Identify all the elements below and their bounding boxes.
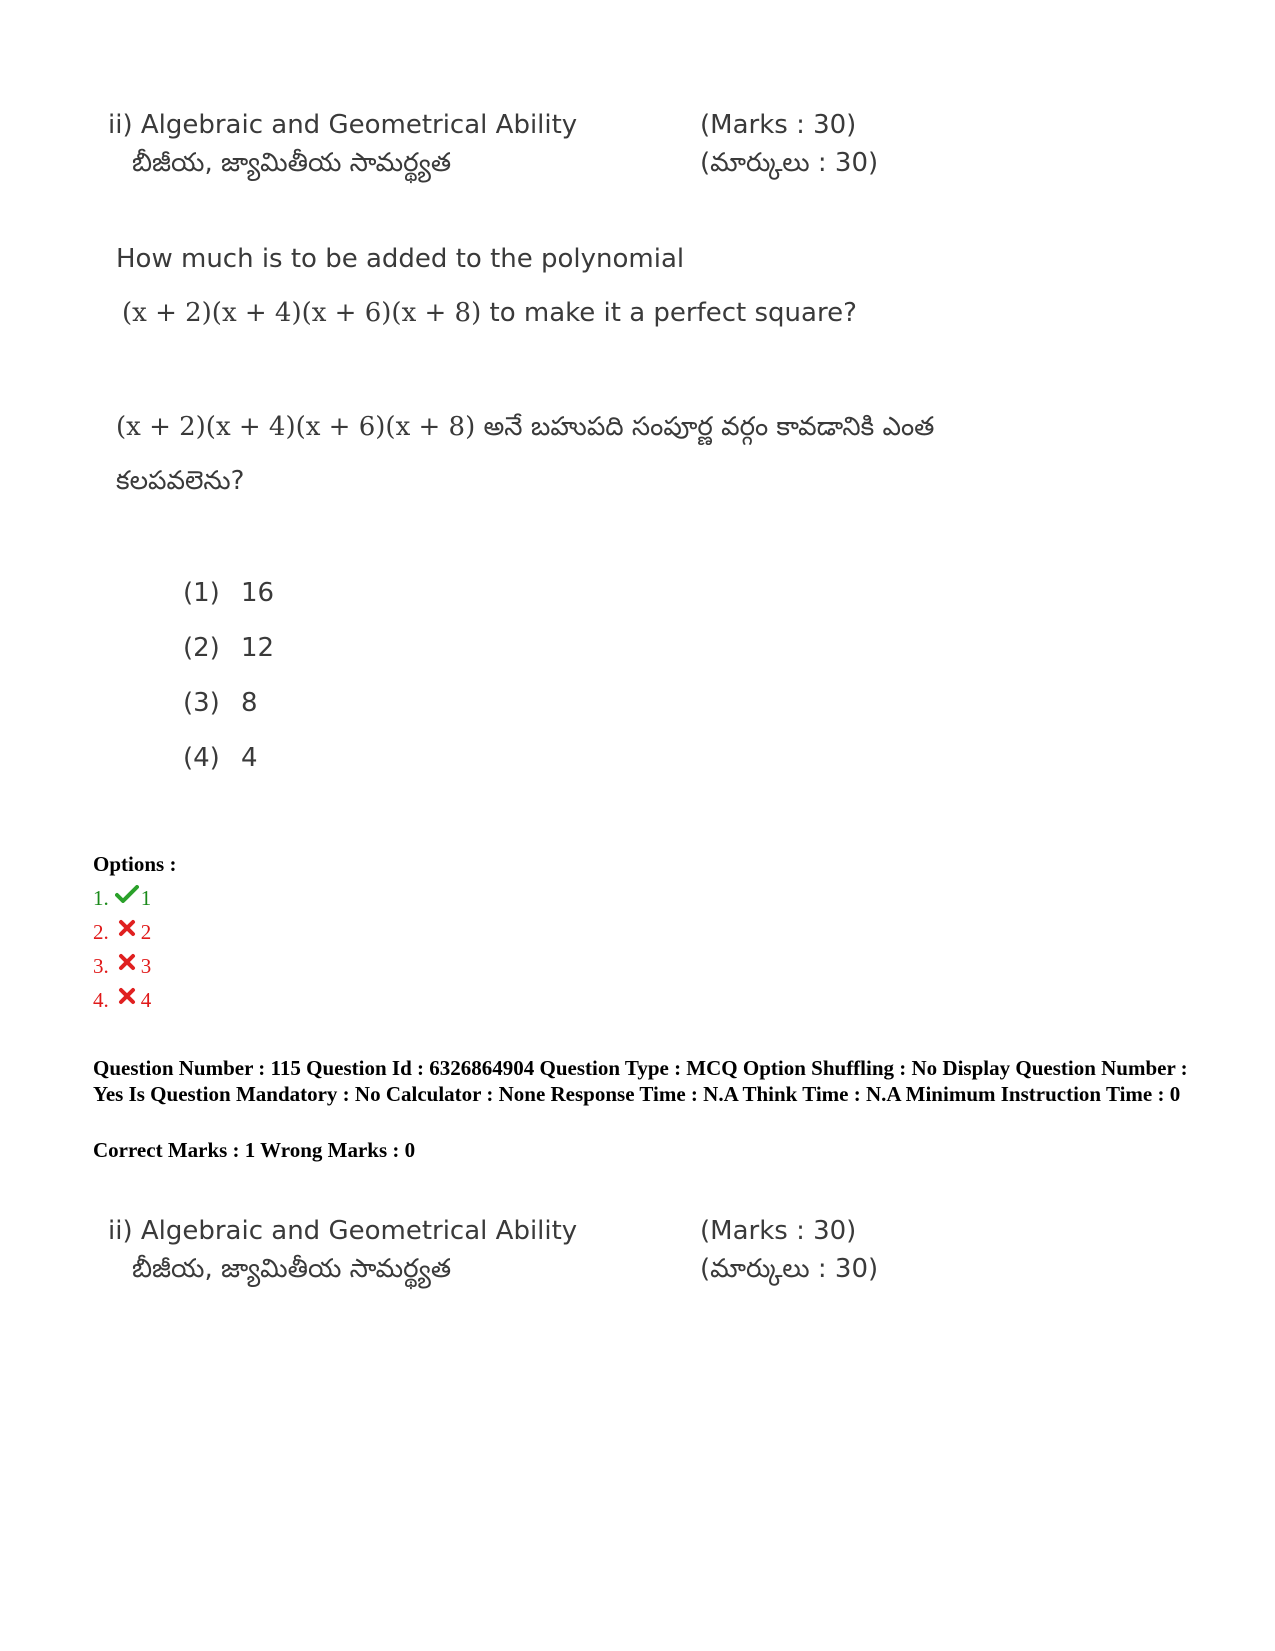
option-item-3 [93,952,151,979]
option-number: 4. [93,988,109,1012]
section-title-te: బీజీయ, జ్యామితీయ సామర్థ్యత [132,148,452,178]
choice-number: (4) [183,743,220,773]
question-marks: Correct Marks : 1 Wrong Marks : 0 [93,1138,416,1162]
question-text-en-line2 [122,298,857,328]
section-marks-en: (Marks : 30) [700,110,857,140]
section-marks-te: (మార్కులు : 30) [700,1254,879,1284]
option-value: 1 [140,886,152,910]
cross-icon [115,986,139,1004]
question-text-te-line2: కలపవలెను? [116,466,245,496]
option-number: 2. [93,920,109,944]
choice-value: 4 [241,743,258,773]
choice-2 [183,633,274,663]
section-header-next [108,1216,908,1306]
cross-icon [115,952,139,970]
choice-value: 12 [241,633,275,663]
question-text-te-line1 [116,412,934,448]
option-item-4 [93,986,151,1013]
cross-icon [115,918,139,936]
section-header [108,110,908,200]
option-number: 3. [93,954,109,978]
polynomial-expression: (x + 2)(x + 4)(x + 6)(x + 8) [122,298,482,328]
options-heading: Options : [93,852,177,876]
choice-number: (1) [183,578,220,608]
option-value: 4 [140,988,152,1012]
option-item-1 [93,884,151,911]
choice-number: (3) [183,688,220,718]
choice-value: 16 [241,578,275,608]
option-item-2 [93,918,151,945]
option-number: 1. [93,886,109,910]
question-text-te-tail: అనే బహుపది సంపూర్ణ వర్గం కావడానికి ఎంత [475,412,935,442]
question-text-en-line1: How much is to be added to the polynomial [116,244,685,274]
option-value: 2 [140,920,152,944]
question-meta: Question Number : 115 Question Id : 6326864904 Question Type : MCQ Option Shuffling : No Display Question Number : Yes Is Question Mandatory : No Calculator : None Response Time : N.A Think Time : N.A Minimum Instruction Time : 0 [93,1056,1188,1106]
choice-1 [183,578,274,608]
choice-number: (2) [183,633,220,663]
section-title-en: ii) Algebraic and Geometrical Ability [108,1216,578,1246]
question-text-en-tail: to make it a perfect square? [481,298,857,328]
section-marks-en: (Marks : 30) [700,1216,857,1246]
choice-3 [183,688,258,718]
section-title-te: బీజీయ, జ్యామితీయ సామర్థ్యత [132,1254,452,1284]
section-title-en: ii) Algebraic and Geometrical Ability [108,110,578,140]
choice-value: 8 [241,688,258,718]
choice-4 [183,743,258,773]
option-value: 3 [140,954,152,978]
check-icon [115,884,139,902]
section-marks-te: (మార్కులు : 30) [700,148,879,178]
polynomial-expression-te: (x + 2)(x + 4)(x + 6)(x + 8) [116,412,476,442]
